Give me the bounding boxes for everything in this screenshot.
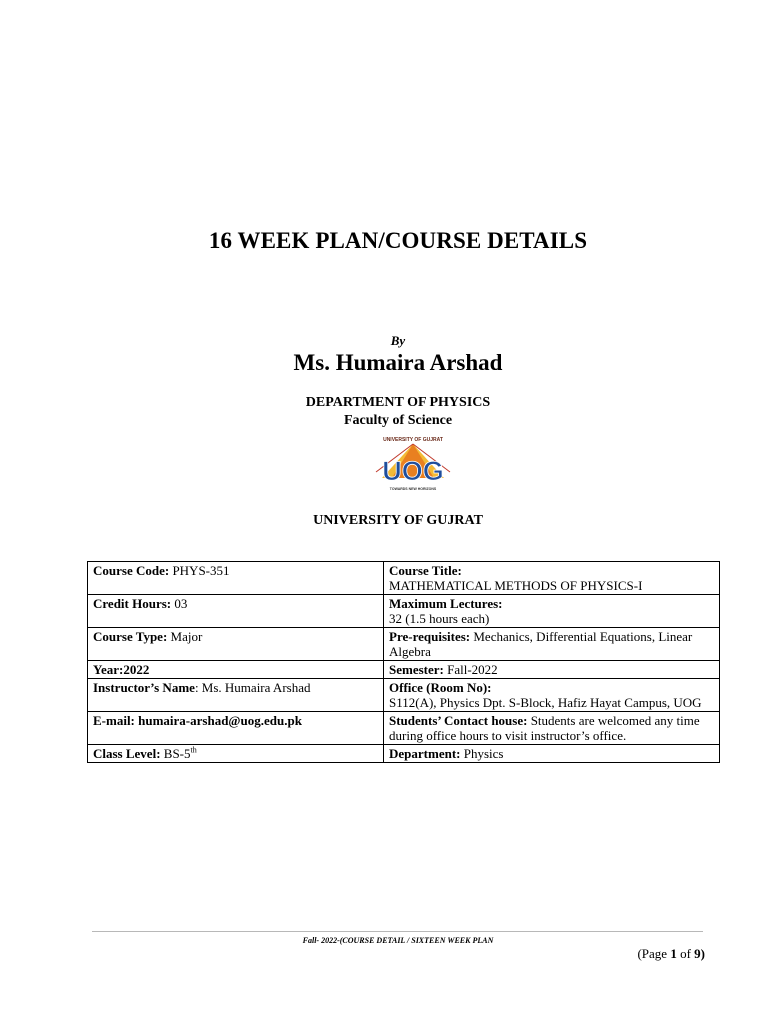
page-total: 9	[694, 946, 701, 961]
cell-value: 32 (1.5 hours each)	[389, 611, 490, 626]
logo-tagline: TOWARDS NEW HORIZONS	[389, 487, 437, 491]
cell-value: PHYS-351	[169, 563, 230, 578]
cell-value: : Ms. Humaira Arshad	[194, 680, 311, 695]
cell-label: Maximum Lectures:	[389, 596, 503, 611]
table-row	[88, 628, 720, 661]
page-current: 1	[670, 946, 677, 961]
cell-label: Instructor’s Name	[93, 680, 195, 695]
prerequisites-cell	[384, 628, 720, 661]
cell-value: Mechanics, Differential Equations, Linear Algebra	[389, 629, 693, 659]
department-cell	[384, 745, 720, 763]
cell-value: 03	[171, 596, 188, 611]
office-room-cell	[384, 679, 720, 712]
cell-label: Pre-requisites:	[389, 629, 471, 644]
cell-value: Students are welcomed any time during office hours to visit instructor’s office.	[389, 713, 700, 743]
credit-hours-cell	[88, 595, 384, 628]
cell-label: Department:	[389, 746, 461, 761]
table-row	[88, 745, 720, 763]
footer-divider	[92, 931, 703, 932]
table-row	[88, 595, 720, 628]
cell-label: Credit Hours:	[93, 596, 172, 611]
logo-acronym: UOG	[382, 456, 444, 486]
university-logo	[370, 437, 456, 493]
logo-emblem	[370, 442, 456, 488]
maximum-lectures-cell	[384, 595, 720, 628]
cell-value: Fall-2022	[443, 662, 498, 677]
course-type-cell	[88, 628, 384, 661]
document-title: 16 WEEK PLAN/COURSE DETAILS	[208, 228, 588, 253]
course-details-table	[87, 561, 720, 763]
cell-value: MATHEMATICAL METHODS OF PHYSICS-I	[389, 578, 643, 593]
cell-label: Course Code:	[93, 563, 170, 578]
page-suffix: )	[700, 946, 705, 961]
logo-top-text: UNIVERSITY OF GUJRAT	[383, 437, 443, 443]
year-cell	[88, 661, 384, 679]
table-row	[88, 679, 720, 712]
author-name: Ms. Humaira Arshad	[293, 350, 503, 375]
cell-label: Semester:	[389, 662, 444, 677]
table-row	[88, 562, 720, 595]
department-name: DEPARTMENT OF PHYSICS	[305, 395, 491, 410]
university-name: UNIVERSITY OF GUJRAT	[313, 513, 483, 528]
cell-label: Course Title:	[389, 563, 462, 578]
page-prefix: (Page	[637, 946, 671, 961]
course-code-cell	[88, 562, 384, 595]
table-row	[88, 661, 720, 679]
cell-value: Physics	[460, 746, 504, 761]
table-row	[88, 712, 720, 745]
page-of: of	[676, 946, 695, 961]
cell-value: BS-5	[160, 746, 191, 761]
page-number	[560, 946, 705, 962]
cell-label: Students’ Contact house:	[389, 713, 528, 728]
cell-label: Class Level:	[93, 746, 161, 761]
course-title-cell	[384, 562, 720, 595]
class-level-cell	[88, 745, 384, 763]
email-cell	[88, 712, 384, 745]
contact-hours-cell	[384, 712, 720, 745]
cell-value: Major	[167, 629, 203, 644]
instructor-name-cell	[88, 679, 384, 712]
cell-label: Course Type:	[93, 629, 168, 644]
faculty-name: Faculty of Science	[343, 413, 453, 428]
email-text: E-mail: humaira-arshad@uog.edu.pk	[93, 713, 302, 728]
ordinal-suffix: th	[190, 745, 197, 755]
cell-label: Year:2022	[93, 662, 150, 677]
cell-value: S112(A), Physics Dpt. S-Block, Hafiz Hayat Campus, UOG	[389, 695, 702, 710]
by-label: By	[390, 333, 406, 348]
footer-text: Fall- 2022-(COURSE DETAIL / SIXTEEN WEEK PLAN	[302, 936, 494, 945]
cell-label: Office (Room No):	[389, 680, 492, 695]
semester-cell	[384, 661, 720, 679]
